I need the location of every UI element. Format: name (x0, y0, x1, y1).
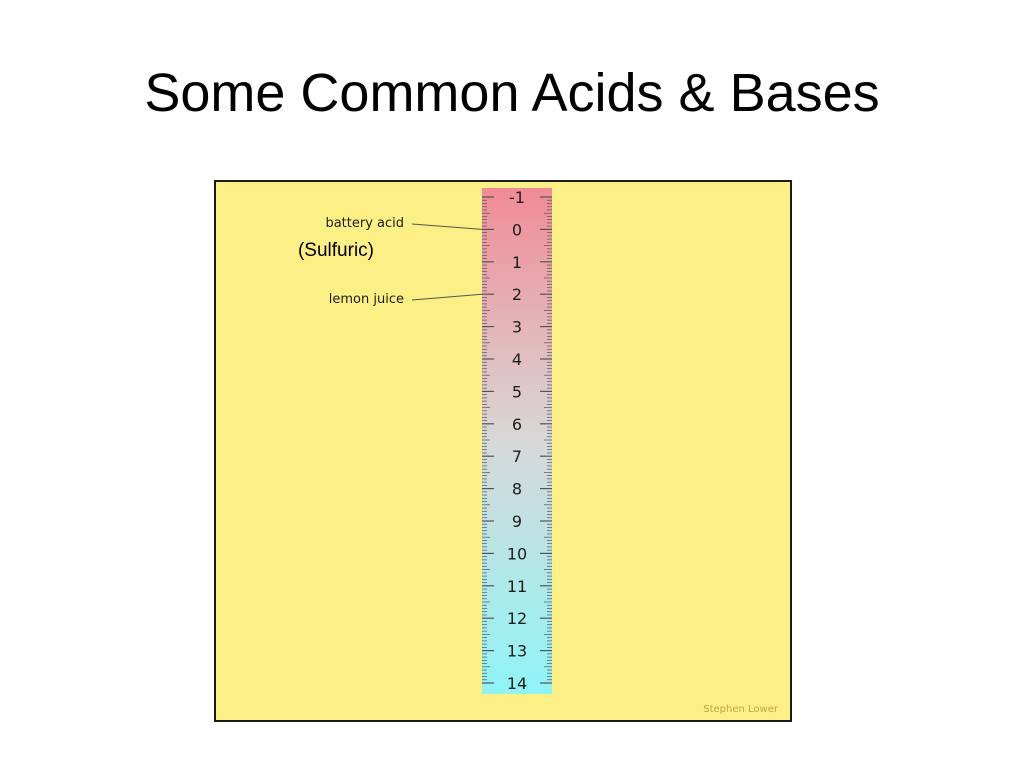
ph-number: 13 (506, 641, 528, 661)
ph-number: 7 (511, 447, 523, 467)
ph-number: 6 (511, 414, 523, 434)
ph-number: 5 (511, 382, 523, 402)
ph-scale-diagram (214, 180, 792, 722)
ph-number: -1 (509, 188, 525, 207)
ph-number: 14 (506, 674, 528, 693)
leader-lines (412, 224, 482, 300)
ph-number: 2 (511, 285, 523, 305)
ph-number: 0 (511, 220, 523, 240)
ph-scale-svg (216, 182, 790, 720)
sulfuric-note: (Sulfuric) (297, 240, 375, 261)
leader-line (412, 224, 482, 229)
slide-title: Some Common Acids & Bases (144, 63, 880, 123)
ph-number: 1 (511, 252, 523, 272)
credit-text: Stephen Lower (703, 704, 778, 715)
left-label: lemon juice (328, 292, 404, 307)
ph-number: 8 (511, 479, 523, 499)
ph-number: 11 (506, 576, 528, 596)
ph-number: 9 (511, 512, 523, 531)
ph-number: 3 (511, 317, 523, 337)
ph-number: 10 (506, 544, 528, 564)
leader-line (412, 294, 482, 300)
left-labels (298, 216, 404, 307)
ph-number: 12 (506, 609, 528, 629)
ph-number: 4 (511, 350, 523, 369)
left-label: battery acid (325, 216, 404, 231)
